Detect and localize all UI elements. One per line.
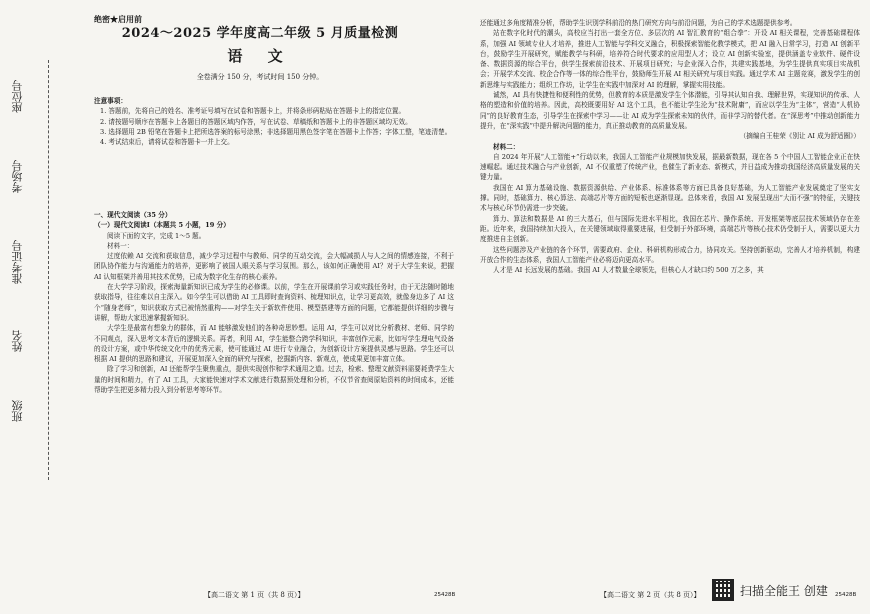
paragraph: 诚然，AI 具有快捷性和便利性的优势，但教育的本质是激发学生个体潜能，引导其认知自我、理解世界，实现知识的传承、人格的塑造和价值的培养。因此，高校既要用好 AI 这个工具，也不能让学生沦为“技术附庸”，而应以学生为“主体”，营造“人机协同”的良好教育生态，引导学生在探索中学习——让 AI 成为学生探索未知的伙伴，而非学习的替代者。在“深思考”中推动创新能力提升，在“深实践”中提升解决问题的能力，真正推动教育的高质量发展。 bbox=[480, 91, 860, 130]
paragraph: 算力、算法和数据是 AI 的三大基石，但与国际先进水平相比，我国在芯片、操作系统、开发框架等底层技术领域仍存在差距。近年来，我国持续加大投入，在关键领域取得重要进展，但受制于外部环境，高端芯片等核心技术仍受制于人，需要以更大力度推进自主创新。 bbox=[480, 214, 860, 244]
subject-title: 语 文 bbox=[227, 47, 293, 65]
material-label: 材料二： bbox=[493, 142, 520, 151]
qr-code-icon bbox=[712, 579, 734, 601]
paragraph: 我国在 AI 算力基础设施、数据资源供给、产业体系、标准体系等方面已具备良好基础，为人工智能产业发展奠定了坚实支撑。同时，基础算力、核心算法、高端芯片等方面的短板也逐渐显现。总体来看，我国 AI 发展呈现出“大而不强”的特征，关键技术与核心环节仍需进一步突破。 bbox=[480, 183, 860, 213]
right-text bbox=[480, 18, 860, 275]
page-footer: 【高二语文 第 1 页（共 8 页）】 bbox=[204, 591, 305, 599]
paragraph: 人才是 AI 长远发展的基础。我国 AI 人才数量全球领先，但核心人才缺口约 500 万之多，其 bbox=[493, 266, 764, 275]
binding-line bbox=[48, 60, 49, 480]
paragraph: 除了学习和创新，AI 还能帮学生聚焦重点，提供实现创作和学术通用之道。过去，检索、整理文献资料需要耗费学生大量的时间和精力，有了 AI 工具，大家能快速对学术文献进行数据预处理和分析，不仅节省查阅原始资料的时间成本，还能帮助学生把更多精力投入到分析思考等环节。 bbox=[94, 365, 454, 395]
page-code: 25428B bbox=[434, 592, 456, 598]
paragraph: 站在数字化时代的潮头，高校应当打出一套全方位、多层次的 AI 智汇教育的“组合拳”：开设 AI 相关课程，完善基础课程体系，加强 AI 领域专业人才培养，推进人工智能与学科交叉融合，积极探索智能化教学模式，把 AI 融入日常学习，打造 AI 创新平台，鼓励学生开展研究，赋能教学与科研，培养符合时代要求的应用型人才；设立 AI 创新实验室，提供涵盖专业软件、硬件设备、数据资源的综合平台，供学生探索前沿技术、开展项目研究；与企业深入合作，共建实践基地，为学生提供真实项目实战机会；开展学术交流、校企合作等一体的综合性平台，鼓励师生开展 AI 相关研究与项目实践。通过学术 AI 主题竞赛，激发学生的创新思维与实践能力；组织工作坊，让学生在实践中加深对 AI 的理解，掌握实用技能。 bbox=[480, 29, 860, 89]
class-label: 班级 bbox=[11, 400, 24, 422]
section-sub: （一）现代文阅读Ⅰ（本题共 5 小题，19 分） bbox=[94, 221, 230, 230]
section-instruction: 阅读下面的文字，完成 1～5 题。 bbox=[107, 231, 206, 240]
note-item: 1. 答题前，先将自己的姓名、准考证号填写在试卷和答题卡上，并将条形码粘贴在答题卡上的指定位置。 bbox=[100, 107, 406, 116]
material-label: 材料一： bbox=[107, 241, 134, 250]
paragraph: 大学生是最富有想象力的群体，而 AI 能够激发他们的各种奇思妙想。运用 AI，学生可以对比分析教材、老师、同学的不同观点，深入思考文本背后的逻辑关系。再者，利用 AI，学生能整合跨学科知识，丰富创作元素，比如写学生理电气设备的设计方案，或中华传统文化中的优秀元素，使可能通过 AI 进行专业融合，为创新设计方案提供灵感与思路。学生还可以根据 AI 提供的思路和建议，开展更加深入全面的研究与探索，挖掘新内容、新观点，使成果更加丰富立体。 bbox=[94, 324, 454, 364]
note-item: 2. 请按题号顺序在答题卡上各题目的答题区域内作答，写在试卷、草稿纸和答题卡上的非答题区域均无效。 bbox=[100, 117, 412, 126]
note-item: 3. 选择题用 2B 铅笔在答题卡上把所选答案的标号涂黑；非选择题用黑色签字笔在答题卡上作答；字体工整，笔迹清楚。 bbox=[100, 127, 452, 136]
paragraph: 这些问题涉及产业链的各个环节，需要政府、企业、科研机构形成合力，协同攻关。坚持创新驱动，完善人才培养机制，构建开放合作的生态体系，我国人工智能产业必将迈向更高水平。 bbox=[480, 245, 860, 264]
exam-title: 2024～2025 学年度高二年级 5 月质量检测 bbox=[121, 26, 399, 41]
note-item: 4. 考试结束后，请将试卷和答题卡一并上交。 bbox=[100, 138, 234, 147]
source-citation: （摘编自王桂荣《别让 AI 成为舒适圈》） bbox=[739, 132, 860, 141]
paragraph: 还能通过多角度精准分析，帮助学生识别学科前沿的热门研究方向与前沿问题，为自己的学术选题提供参考。 bbox=[480, 19, 797, 27]
notes-title: 注意事项： bbox=[94, 97, 127, 105]
room-label: 考场号 bbox=[11, 160, 24, 193]
page-footer: 【高二语文 第 2 页（共 8 页）】 bbox=[600, 591, 701, 599]
name-label: 姓名 bbox=[11, 330, 24, 352]
reading-section bbox=[94, 210, 454, 395]
scanner-watermark bbox=[712, 579, 828, 601]
page-code: 25428B bbox=[835, 592, 857, 598]
notes bbox=[94, 96, 454, 147]
left-page bbox=[64, 0, 456, 614]
right-page bbox=[470, 0, 865, 614]
watermark-text: 扫描全能王 创建 bbox=[740, 583, 828, 598]
secret-mark: 绝密★启用前 bbox=[94, 14, 142, 24]
paragraph: 在大学学习阶段，探索海量新知识已成为学生的必修课。以前，学生在开展课前学习或实践任务时，由于无法随时随地获取指导，往往难以自主深入。如今学生可以借助 AI 工具即时查询资料、梳理知识点，让学习更高效，就像身边多了 AI 这个“随身老师”，知识获取方式已被悄然重构——对学生关于新软件使用、模型搭建等方面的问题，它都能提供详细的步骤与讲解，帮助大家迅速掌握新知识。 bbox=[94, 283, 454, 322]
score-info: 全卷满分 150 分，考试时间 150 分钟。 bbox=[196, 73, 324, 81]
ticket-label: 准考证号 bbox=[11, 240, 24, 284]
paragraph: 过度依赖 AI 交流和获取信息，减少学习过程中与教师、同学的互动交流，会大幅减损人与人之间的情感连接，不利于团队协作能力与沟通能力的培养，更影响了被国人眼关系与学习氛围。那么，该如何正确使用 AI？对于大学生来说，把握 AI 认知框架并善用其技术优势，已成为数字化生存的核心素养。 bbox=[94, 252, 454, 281]
seat-label: 座位号 bbox=[11, 80, 24, 113]
section-heading: 一、现代文阅读（35 分） bbox=[94, 211, 172, 219]
paragraph: 自 2024 年开展“人工智能+”行动以来，我国人工智能产业规模加快发展，据最新数据，现在各 5 个中国人工智能企业正在快速崛起。通过技术融合与产业创新，AI 不仅重塑了传统产业，也催生了新业态、新模式，并日益成为推动我国经济高质量发展的关键力量。 bbox=[480, 152, 860, 182]
